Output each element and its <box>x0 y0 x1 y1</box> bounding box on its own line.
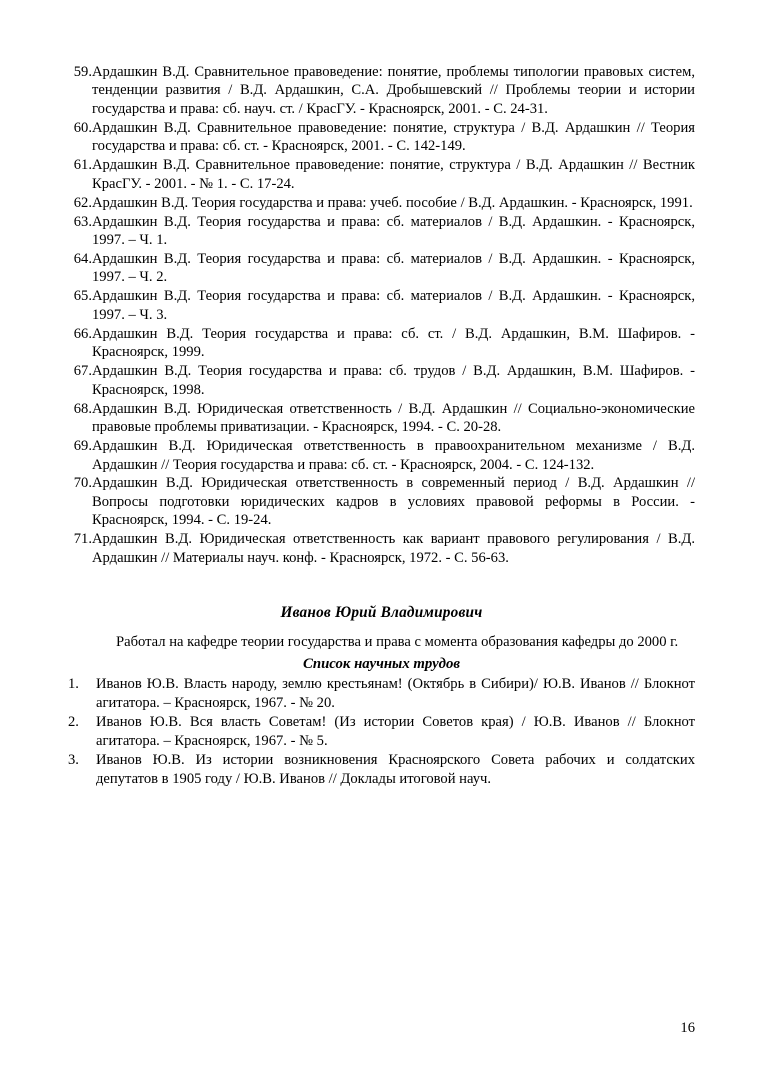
person-note: Работал на кафедре теории государства и права с момента образования кафедры до 2000 г. <box>116 633 679 650</box>
list-item-text: Ардашкин В.Д. Теория государства и права: учеб. пособие / В.Д. Ардашкин. - Красноярск, 1991. <box>92 194 693 211</box>
list-item-number: 63. <box>73 213 92 230</box>
list-item-text: Ардашкин В.Д. Юридическая ответственность в правоохранительном механизме / В.Д. Ардашкин // Теория государства и права: сб. ст. - Красноярск, 2004. - С. 124-132. <box>92 438 695 473</box>
list-item-number: 71. <box>73 531 92 548</box>
list-item <box>68 474 695 529</box>
list-item-number: 68. <box>73 400 92 417</box>
bibliography-list <box>68 63 695 567</box>
list-item-text: Ардашкин В.Д. Теория государства и права: сб. материалов / В.Д. Ардашкин. - Красноярск, 1997. – Ч. 1. <box>92 213 695 249</box>
list-item-text: Ардашкин В.Д. Сравнительное правоведение: понятие, проблемы типологии правовых систем, тенденции развития / В.Д. Ардашкин, С.А. Дробышевский // Проблемы теории и истории государства и права: сб. науч. ст. / КрасГУ. - Красноярск, 2001. - С. 24-31. <box>92 64 695 117</box>
list-item <box>68 63 695 118</box>
list-item <box>68 194 695 212</box>
list-item-number: 64. <box>73 251 92 268</box>
list-item <box>68 119 695 156</box>
list-item-text: Ардашкин В.Д. Юридическая ответственность в современный период / В.Д. Ардашкин // Вопросы подготовки юридических кадров в условиях правовой реформы в России. - Красноярск, 1994. - С. 19-24. <box>92 475 695 529</box>
list-item-number: 62. <box>73 194 92 211</box>
list-item <box>68 250 695 287</box>
list-item-text: Ардашкин В.Д. Сравнительное правоведение: понятие, структура / В.Д. Ардашкин // Теория государства и права: сб. ст. - Красноярск, 2001. - С. 142-149. <box>92 119 695 155</box>
works-heading: Список научных трудов <box>302 656 461 673</box>
list-item-number: 2. <box>68 714 79 731</box>
page-number: 16 <box>680 1020 695 1036</box>
list-item-number: 67. <box>73 363 92 380</box>
list-item-number: 59. <box>73 64 92 80</box>
list-item <box>68 400 695 437</box>
list-item-text: Иванов Ю.В. Власть народу, землю крестьянам! (Октябрь в Сибири)/ Ю.В. Иванов // Блокнот агитатора. – Красноярск, 1967. - № 20. <box>96 676 695 711</box>
list-item-text: Иванов Ю.В. Вся власть Советам! (Из истории Советов края) / Ю.В. Иванов // Блокнот агитатора. – Красноярск, 1967. - № 5. <box>96 714 695 749</box>
list-item <box>68 530 695 567</box>
list-item-number: 66. <box>73 325 92 342</box>
list-item <box>68 213 695 250</box>
section-spacer <box>68 568 695 604</box>
list-item-text: Ардашкин В.Д. Юридическая ответственность как вариант правового регулирования / В.Д. Ардашкин // Материалы науч. конф. - Красноярск, 1972. - С. 56-63. <box>92 531 695 566</box>
list-item <box>68 325 695 362</box>
list-item-number: 65. <box>73 288 92 305</box>
list-item <box>68 287 695 324</box>
works-list <box>68 675 695 788</box>
list-item-number: 1. <box>68 676 79 693</box>
person-heading: Иванов Юрий Владимирович <box>280 603 483 621</box>
list-item-text: Ардашкин В.Д. Сравнительное правоведение: понятие, структура / В.Д. Ардашкин // Вестник КрасГУ. - 2001. - № 1. - С. 17-24. <box>92 157 695 192</box>
list-item-text: Иванов Ю.В. Из истории возникновения Красноярского Совета рабочих и солдатских депутатов в 1905 году / Ю.В. Иванов // Доклады итоговой науч. <box>96 752 695 787</box>
list-item-number: 69. <box>73 438 92 455</box>
list-item <box>68 437 695 474</box>
list-item-text: Ардашкин В.Д. Теория государства и права: сб. ст. / В.Д. Ардашкин, В.М. Шафиров. - Красноярск, 1999. <box>92 325 695 361</box>
list-item <box>68 675 695 712</box>
list-item-text: Ардашкин В.Д. Теория государства и права: сб. материалов / В.Д. Ардашкин. - Красноярск, 1997. – Ч. 2. <box>92 251 695 286</box>
list-item-text: Ардашкин В.Д. Теория государства и права: сб. трудов / В.Д. Ардашкин, В.М. Шафиров. - Красноярск, 1998. <box>92 363 695 398</box>
list-item-text: Ардашкин В.Д. Теория государства и права: сб. материалов / В.Д. Ардашкин. - Красноярск, 1997. – Ч. 3. <box>92 288 695 323</box>
list-item <box>68 713 695 750</box>
list-item <box>68 362 695 399</box>
list-item-text: Ардашкин В.Д. Юридическая ответственность / В.Д. Ардашкин // Социально-экономические правовые проблемы приватизации. - Красноярск, 1994. - С. 20-28. <box>92 400 695 436</box>
list-item-number: 61. <box>73 157 92 174</box>
list-item <box>68 156 695 193</box>
list-item <box>68 751 695 788</box>
list-item-number: 70. <box>73 475 92 492</box>
list-item-number: 3. <box>68 752 79 769</box>
list-item-number: 60. <box>73 119 92 136</box>
